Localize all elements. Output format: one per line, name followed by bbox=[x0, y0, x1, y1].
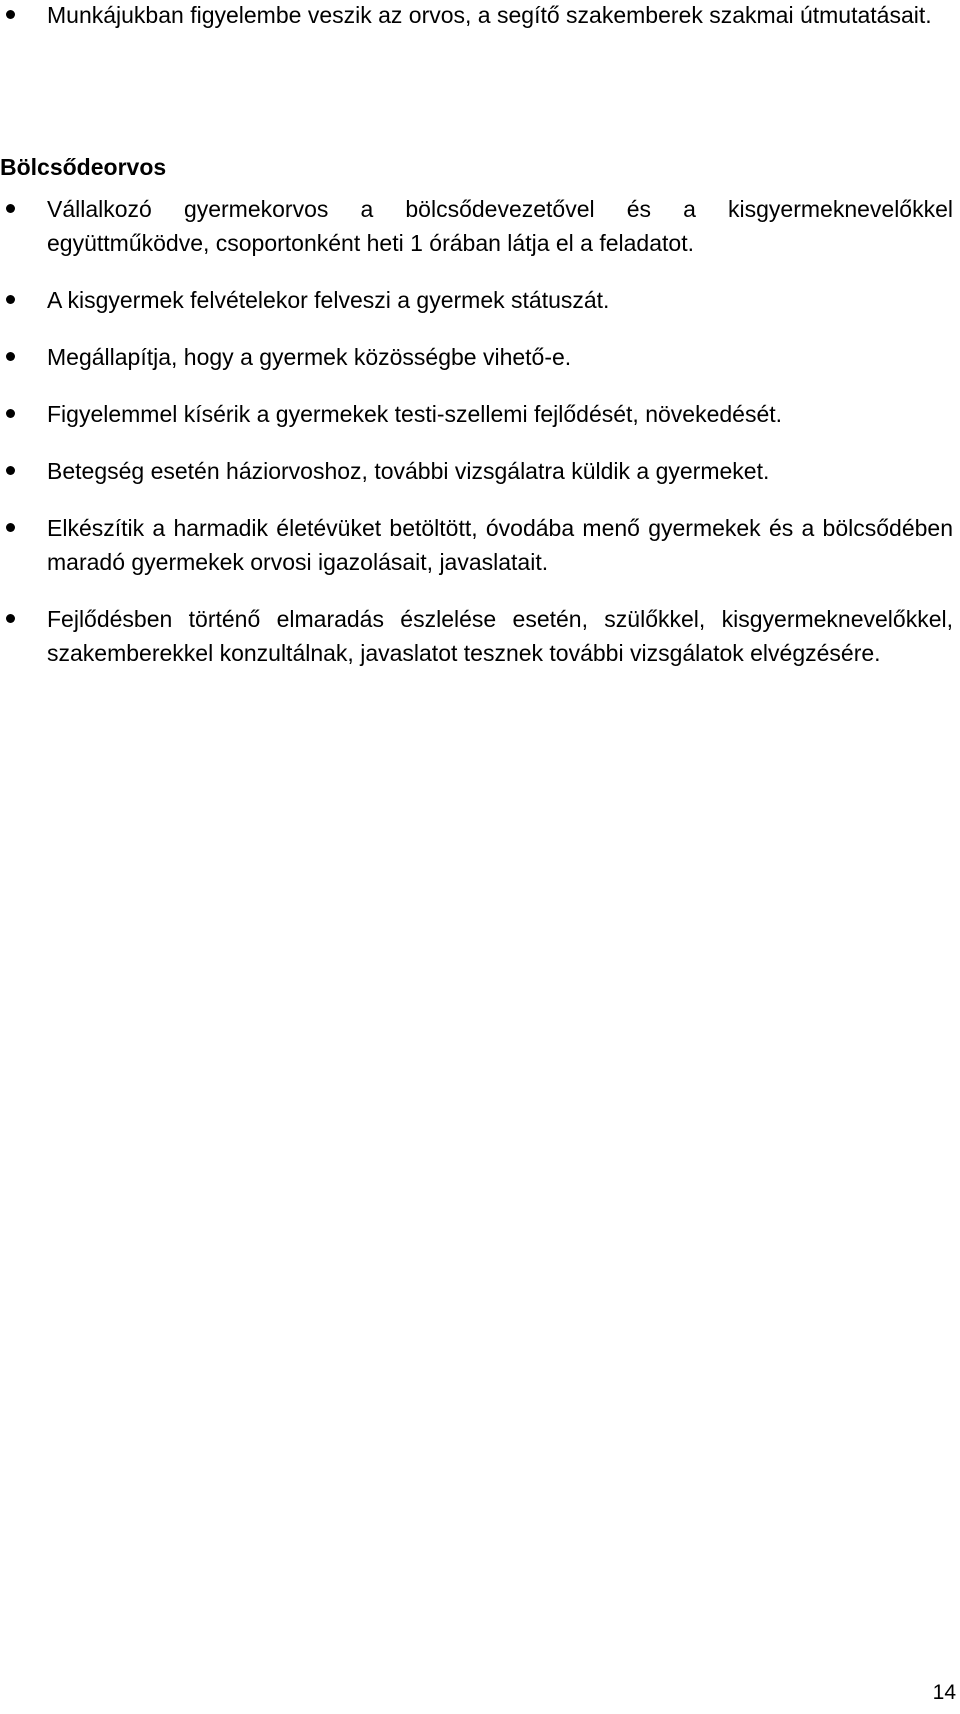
bullet-icon bbox=[6, 204, 15, 213]
bullet-icon bbox=[6, 614, 15, 623]
section-bullet-list bbox=[0, 192, 960, 670]
bullet-icon bbox=[6, 10, 15, 19]
list-item bbox=[0, 283, 953, 317]
list-item-text: Elkészítik a harmadik életévüket betöltött, óvodába menő gyermekek és a bölcsődében maradó gyermekek orvosi igazolásait, javaslatait. bbox=[47, 515, 953, 575]
list-item bbox=[0, 511, 953, 579]
list-item-text: Betegség esetén háziorvoshoz, további vizsgálatra küldik a gyermeket. bbox=[47, 458, 770, 484]
section-heading: Bölcsődeorvos bbox=[0, 154, 167, 180]
list-item-text: Figyelemmel kísérik a gyermekek testi-szellemi fejlődését, növekedését. bbox=[47, 401, 783, 427]
list-item-text: Munkájukban figyelembe veszik az orvos, a segítő szakemberek szakmai útmutatásait. bbox=[47, 2, 932, 28]
list-item bbox=[0, 0, 953, 32]
intro-bullet-list bbox=[0, 0, 960, 32]
list-item bbox=[0, 397, 953, 431]
list-item-text: Vállalkozó gyermekorvos a bölcsődevezetővel és a kisgyermeknevelőkkel együttműködve, csoportonként heti 1 órában látja el a feladatot. bbox=[47, 196, 953, 256]
bullet-icon bbox=[6, 295, 15, 304]
list-item-text: A kisgyermek felvételekor felveszi a gyermek státuszát. bbox=[47, 287, 610, 313]
list-item-text: Fejlődésben történő elmaradás észlelése esetén, szülőkkel, kisgyermeknevelőkkel, szakemberekkel konzultálnak, javaslatot tesznek további vizsgálatok elvégzésére. bbox=[47, 606, 953, 666]
page-number: 14 bbox=[932, 1681, 956, 1704]
list-item bbox=[0, 602, 953, 670]
list-item bbox=[0, 454, 953, 488]
list-item bbox=[0, 340, 953, 374]
list-item bbox=[0, 192, 953, 260]
bullet-icon bbox=[6, 409, 15, 418]
bullet-icon bbox=[6, 523, 15, 532]
bullet-icon bbox=[6, 352, 15, 361]
bullet-icon bbox=[6, 466, 15, 475]
list-item-text: Megállapítja, hogy a gyermek közösségbe vihető-e. bbox=[47, 344, 572, 370]
